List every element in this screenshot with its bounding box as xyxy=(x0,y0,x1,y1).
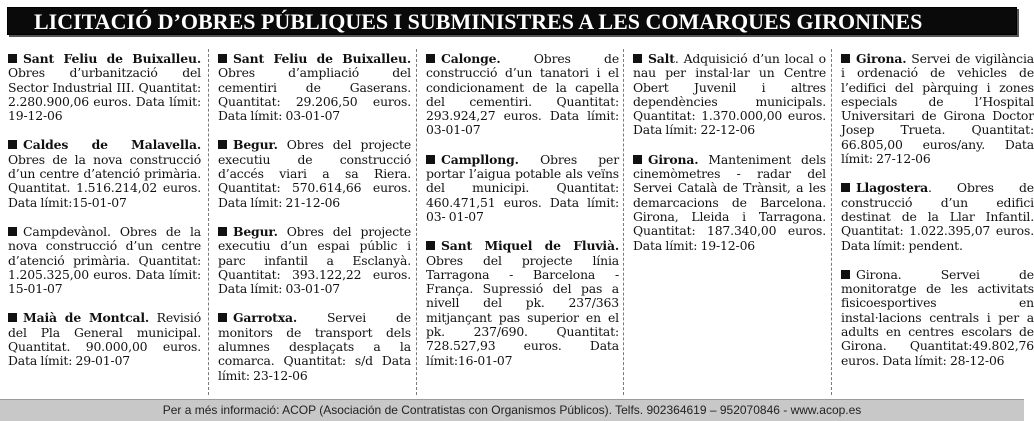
tender-entry xyxy=(218,138,411,209)
column-2 xyxy=(218,49,411,395)
column-3 xyxy=(426,49,619,395)
tender-entry xyxy=(426,52,619,138)
column-divider xyxy=(623,49,624,395)
footer-contact-info: Per a més informació: ACOP (Asociación de Contratistas con Organismos Públicos). Telfs. 902364619 – 952070846 - www.acop.es xyxy=(0,399,1024,421)
entry-place: Maià de Montcal. xyxy=(23,310,150,326)
bullet-square-icon xyxy=(841,183,850,192)
bullet-square-icon xyxy=(8,313,17,322)
tender-entry xyxy=(841,52,1034,166)
entry-text: Servei de vigilància i ordenació de vehicles de l’edifici del pàrquing i zones especials de l’Hospital Universitari de Girona Doctor Josep Trueta. Quantitat: 66.805,00 euros/any. Data límit: 27-12-06 xyxy=(841,51,1034,167)
entry-text: Obres de la nova construcció d’un centre d’atenció primària. Quantitat. 1.516.214,02 euros. Data límit:15-01-07 xyxy=(8,151,201,210)
entry-place: Begur. xyxy=(233,223,278,239)
entry-place: Sant Miquel de Fluvià. xyxy=(441,238,619,254)
entry-text: Obres del projecte línia Tarragona - Barcelona - França. Supressió del pas a nivell del pk. 237/363 mitjançant pas superior en el pk. 237/690. Quantitat: 728.527,93 euros. Data límit:16-01-07 xyxy=(426,252,619,368)
column-divider xyxy=(416,49,417,395)
bullet-square-icon xyxy=(8,140,17,149)
bullet-square-icon xyxy=(841,270,850,279)
entry-text: Servei de monitors de transport dels alumnes desplaçats a la comarca. Quantitat: s/d Data límit: 23-12-06 xyxy=(218,310,411,383)
tender-entry xyxy=(426,153,619,224)
tender-entry xyxy=(426,239,619,368)
entry-text: Obres de construcció d’un tanatori i el condicionament de la capella del cementiri. Quantitat: 293.924,27 euros. Data límit: 03-01-07 xyxy=(426,51,619,138)
entry-place: Campllong. xyxy=(441,151,519,167)
column-1 xyxy=(8,49,201,395)
bullet-square-icon xyxy=(426,241,435,250)
entry-place: Llagostera xyxy=(856,180,929,196)
entry-text: . Adquisició d’un local o nau per instal·lar un Centre Obert Juvenil i altres dependències municipals. Quantitat: 1.370.000,00 euros. Data límit: 22-12-06 xyxy=(633,51,826,138)
entry-text: Obres per portar l’aigua potable als veïns del municipi. Quantitat: 460.471,51 euros. Data límit: 03- 01-07 xyxy=(426,151,619,224)
entry-text: . Obres de construcció d’un edifici destinat de la Llar Infantil. Quantitat: 1.022.395,07 euros. Data límit: pendent. xyxy=(841,180,1034,253)
entry-place: Girona. xyxy=(648,151,699,167)
tender-entry xyxy=(8,138,201,209)
bullet-square-icon xyxy=(218,54,227,63)
tender-entry xyxy=(8,311,201,368)
page-title: LICITACIÓ D’OBRES PÚBLIQUES I SUBMINISTRES A LES COMARQUES GIRONINES xyxy=(7,7,1017,35)
entry-place: Begur. xyxy=(233,137,278,153)
entry-place: Girona. xyxy=(856,51,907,66)
tender-entry xyxy=(841,181,1034,252)
bullet-square-icon xyxy=(426,155,435,164)
tender-entry xyxy=(218,52,411,123)
tender-entry xyxy=(841,268,1034,368)
tender-entry xyxy=(633,52,826,138)
column-5 xyxy=(841,49,1034,395)
entry-text: Girona. Servei de monitoratge de les activitats fisicoesportives en instal·lacions centrals i per a adults en centres escolars de Girona. Quantitat:49.802,76 euros. Data límit: 28-12-06 xyxy=(841,266,1034,368)
entry-text: Campdevànol. Obres de la nova construcció d’un centre d’atenció primària. Quantitat: 1.205.325,00 euros. Data límit: 15-01-07 xyxy=(8,223,201,297)
entry-place: Calonge. xyxy=(441,51,501,66)
tender-entry xyxy=(8,225,201,296)
entry-text: Obres d’urbanització del Sector Industrial III. Quantitat: 2.280.900,06 euros. Data límit: 19-12-06 xyxy=(8,65,201,124)
bullet-square-icon xyxy=(218,227,227,236)
column-divider xyxy=(831,49,832,395)
bullet-square-icon xyxy=(426,54,435,63)
tender-entry xyxy=(633,153,826,253)
tender-entry xyxy=(8,52,201,123)
entry-place: Sant Feliu de Buixalleu. xyxy=(23,51,201,66)
bullet-square-icon xyxy=(633,155,642,164)
tender-entry xyxy=(218,225,411,296)
bullet-square-icon xyxy=(841,54,850,63)
bullet-square-icon xyxy=(633,54,642,63)
entry-text: Revisió del Pla General municipal. Quantitat. 90.000,00 euros. Data límit: 29-01-07 xyxy=(8,310,201,369)
column-divider xyxy=(208,49,209,395)
entry-place: Garrotxa. xyxy=(233,310,298,326)
entry-place: Salt xyxy=(648,51,675,66)
entry-text: Manteniment dels cinemòmetres - radar del Servei Català de Trànsit, a les demarcacions de Barcelona. Girona, Lleida i Tarragona. Quantitat: 187.340,00 euros. Data límit: 19-12-06 xyxy=(633,151,826,253)
bullet-square-icon xyxy=(8,54,17,63)
bullet-square-icon xyxy=(218,140,227,149)
entry-text: Obres del projecte executiu de construcció d’accés viari a sa Riera. Quantitat: 570.614,66 euros. Data límit: 21-12-06 xyxy=(218,137,411,210)
tender-entry xyxy=(218,311,411,382)
entry-place: Caldes de Malavella. xyxy=(23,137,201,153)
entry-text: Obres d’ampliació del cementiri de Gaserans. Quantitat: 29.206,50 euros. Data límit: 03-01-07 xyxy=(218,65,411,124)
column-4 xyxy=(633,49,826,395)
entry-place: Sant Feliu de Buixalleu. xyxy=(233,51,411,66)
bullet-square-icon xyxy=(218,313,227,322)
entry-text: Obres del projecte executiu d’un espai públic i parc infantil a Esclanyà. Quantitat: 393.122,22 euros. Data límit: 03-01-07 xyxy=(218,223,411,297)
tender-columns xyxy=(8,49,1034,395)
bullet-square-icon xyxy=(8,227,17,236)
